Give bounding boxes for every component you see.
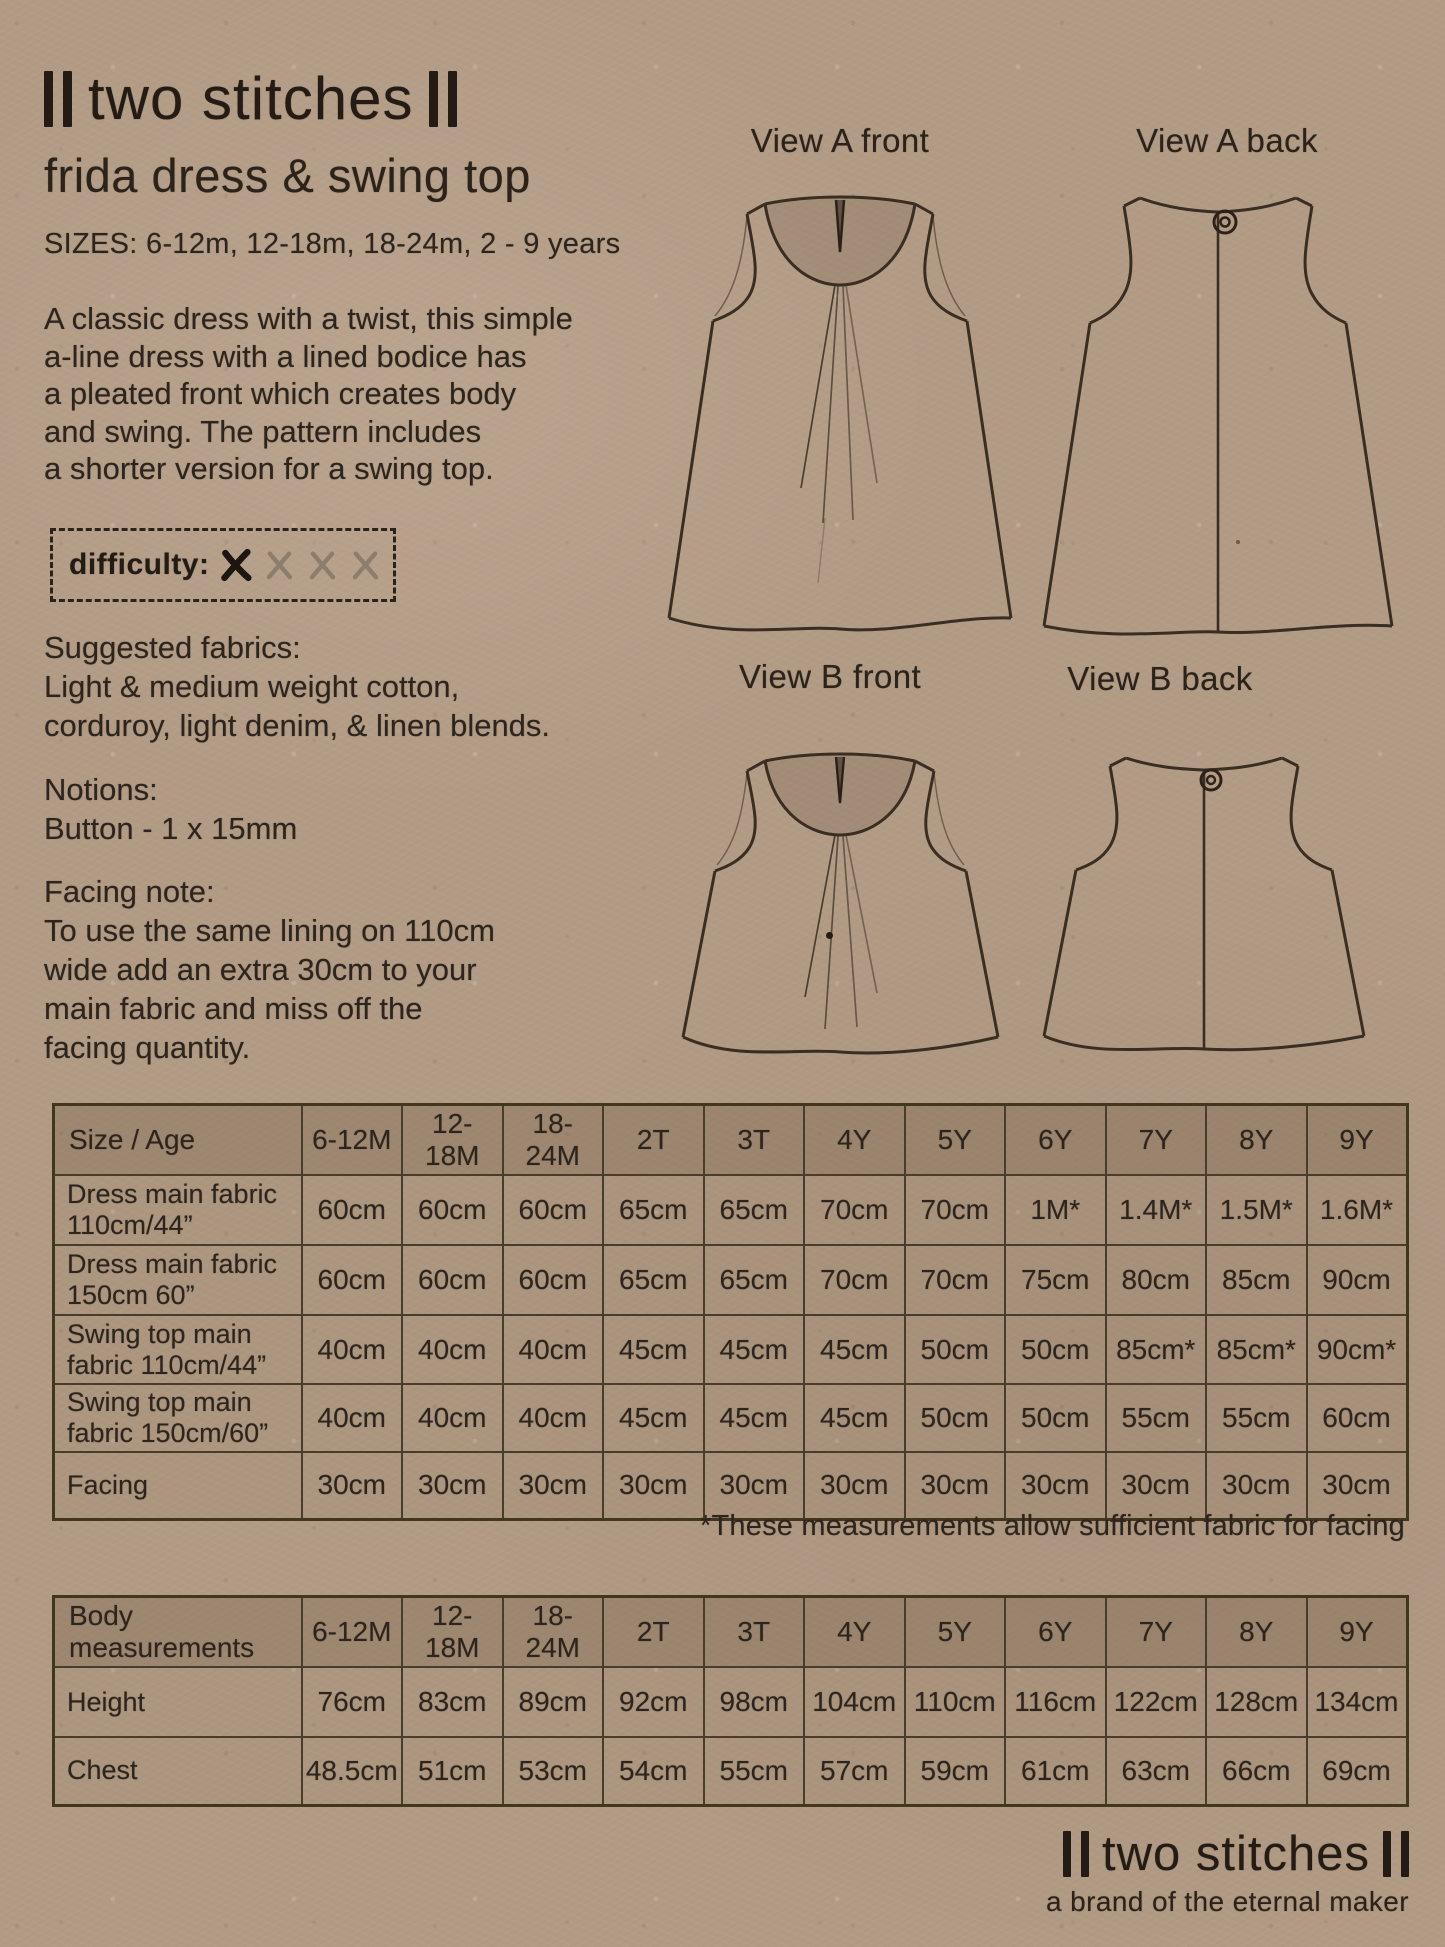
pattern-title: frida dress & swing top [44,149,531,202]
value-cell: 61cm [1005,1737,1106,1805]
value-cell: 45cm [704,1384,805,1452]
value-cell: 59cm [905,1737,1006,1805]
value-cell: 83cm [402,1667,503,1737]
value-cell: 53cm [503,1737,604,1805]
value-cell: 40cm [503,1315,604,1384]
table-row [54,1452,1408,1519]
value-cell: 45cm [804,1384,905,1452]
description-line: a-line dress with a lined bodice has [44,338,527,374]
difficulty-x-filled-icon [218,545,255,585]
value-cell: 50cm [1005,1384,1106,1452]
facing-note-line: wide add an extra 30cm to your [44,952,477,987]
value-cell: 65cm [603,1245,704,1315]
row-label-cell: Dress main fabric 150cm 60” [54,1245,302,1315]
fabric-requirements-table [52,1103,1409,1521]
value-cell: 50cm [905,1384,1006,1452]
value-cell: 70cm [905,1175,1006,1245]
value-cell: 30cm [1005,1452,1106,1519]
facing-note-line: To use the same lining on 110cm [44,913,495,948]
row-label-cell: Swing top main fabric 150cm/60” [54,1384,302,1452]
value-cell: 54cm [603,1737,704,1805]
value-cell: 70cm [905,1245,1006,1315]
value-cell: 48.5cm [302,1737,403,1805]
header-cell: 8Y [1206,1105,1307,1176]
row-label-cell: Height [54,1667,302,1737]
body-measurements-table [52,1595,1409,1807]
row-label-cell: Swing top main fabric 110cm/44” [54,1315,302,1384]
header-cell: 8Y [1206,1597,1307,1668]
table-row [54,1384,1408,1452]
pattern-description [44,300,573,488]
view-b-front-label: View B front [738,658,922,695]
value-cell: 110cm [905,1667,1006,1737]
table-row [54,1175,1408,1245]
value-cell: 85cm* [1206,1315,1307,1384]
value-cell: 76cm [302,1667,403,1737]
footer-tagline: a brand of the eternal maker [1046,1886,1409,1917]
header-cell: 4Y [804,1105,905,1176]
value-cell: 85cm [1206,1245,1307,1315]
value-cell: 66cm [1206,1737,1307,1805]
sizes-line: SIZES: 6-12m, 12-18m, 18-24m, 2 - 9 years [44,228,621,260]
value-cell: 80cm [1106,1245,1207,1315]
value-cell: 30cm [804,1452,905,1519]
value-cell: 45cm [603,1384,704,1452]
header-cell: 5Y [905,1597,1006,1668]
facing-note-heading: Facing note: [44,874,215,909]
description-line: a shorter version for a swing top. [44,451,494,486]
value-cell: 45cm [804,1315,905,1384]
value-cell: 70cm [804,1245,905,1315]
header-cell: 18-24M [503,1597,604,1668]
header-cell: 6Y [1005,1105,1106,1176]
header-cell: 2T [603,1105,704,1176]
footer-logo [1046,1826,1409,1882]
header-cell: 7Y [1106,1105,1207,1176]
footer-brand-name: two stitches [1102,1827,1370,1881]
value-cell: 70cm [804,1175,905,1245]
suggested-fabrics-line: Light & medium weight cotton, [44,669,460,704]
header-cell: Size / Age [54,1105,302,1176]
difficulty-x-empty-icon [262,546,297,584]
value-cell: 1.6M* [1307,1175,1408,1245]
table-row [54,1667,1408,1737]
table-footnote: *These measurements allow sufficient fabric for facing [700,1510,1405,1542]
suggested-fabrics-heading: Suggested fabrics: [44,630,301,665]
notions-section [44,770,297,848]
row-label-cell: Dress main fabric 110cm/44” [54,1175,302,1245]
value-cell: 30cm [503,1452,604,1519]
header-cell: 6Y [1005,1597,1106,1668]
value-cell: 60cm [302,1245,403,1315]
value-cell: 89cm [503,1667,604,1737]
paper-speck [826,932,833,939]
header-cell: 9Y [1307,1597,1408,1668]
value-cell: 45cm [603,1315,704,1384]
suggested-fabrics-line: corduroy, light denim, & linen blends. [44,708,551,743]
value-cell: 40cm [503,1384,604,1452]
value-cell: 60cm [1307,1384,1408,1452]
difficulty-x-empty-icon [305,546,340,584]
value-cell: 75cm [1005,1245,1106,1315]
value-cell: 30cm [603,1452,704,1519]
value-cell: 92cm [603,1667,704,1737]
description-line: A classic dress with a twist, this simple [44,301,573,336]
header-cell: 4Y [804,1597,905,1668]
value-cell: 40cm [402,1315,503,1384]
value-cell: 65cm [603,1175,704,1245]
value-cell: 30cm [1106,1452,1207,1519]
view-a-back-label: View A back [1136,122,1318,159]
difficulty-x-empty-icon [348,546,383,584]
value-cell: 40cm [302,1384,403,1452]
value-cell: 55cm [1206,1384,1307,1452]
header-cell: 18-24M [503,1105,604,1176]
header-cell: 7Y [1106,1597,1207,1668]
value-cell: 90cm [1307,1245,1408,1315]
value-cell: 40cm [402,1384,503,1452]
header-cell: 12-18M [402,1597,503,1668]
value-cell: 85cm* [1106,1315,1207,1384]
notions-line: Button - 1 x 15mm [44,811,298,846]
facing-note-section [44,872,495,1067]
header-cell: 2T [603,1597,704,1668]
row-label-cell: Chest [54,1737,302,1805]
row-label-cell: Facing [54,1452,302,1519]
value-cell: 55cm [704,1737,805,1805]
facing-note-line: main fabric and miss off the [44,991,423,1026]
facing-note-line: facing quantity. [44,1030,251,1065]
notions-heading: Notions: [44,772,158,807]
value-cell: 45cm [704,1315,805,1384]
value-cell: 30cm [302,1452,403,1519]
value-cell: 50cm [1005,1315,1106,1384]
description-line: a pleated front which creates body [44,376,517,411]
table-header-row [54,1597,1408,1668]
logo-bars-icon [44,71,72,127]
logo-bars-icon [429,71,457,127]
value-cell: 60cm [503,1245,604,1315]
view-a-front-label: View A front [750,122,930,159]
table-row [54,1315,1408,1384]
description-line: and swing. The pattern includes [44,413,482,449]
header-cell: 3T [704,1105,805,1176]
value-cell: 134cm [1307,1667,1408,1737]
value-cell: 90cm* [1307,1315,1408,1384]
value-cell: 30cm [1307,1452,1408,1519]
value-cell: 1.5M* [1206,1175,1307,1245]
value-cell: 51cm [402,1737,503,1805]
header-cell: 6-12M [302,1597,403,1668]
view-b-front-illustration [663,745,1018,1075]
header-cell: 3T [704,1597,805,1668]
logo-bars-icon [1383,1831,1409,1877]
header-cell: 9Y [1307,1105,1408,1176]
header-cell: 5Y [905,1105,1006,1176]
value-cell: 30cm [402,1452,503,1519]
value-cell: 60cm [402,1245,503,1315]
table-row [54,1245,1408,1315]
paper-speck [1236,540,1240,544]
value-cell: 60cm [302,1175,403,1245]
value-cell: 30cm [1206,1452,1307,1519]
view-a-front-illustration [655,188,1025,648]
view-a-back-illustration [1028,178,1408,660]
value-cell: 60cm [402,1175,503,1245]
value-cell: 1M* [1005,1175,1106,1245]
suggested-fabrics-section [44,628,550,745]
footer-brand [1046,1826,1409,1918]
value-cell: 65cm [704,1245,805,1315]
value-cell: 63cm [1106,1737,1207,1805]
view-b-back-illustration [1018,740,1390,1075]
value-cell: 116cm [1005,1667,1106,1737]
value-cell: 30cm [704,1452,805,1519]
value-cell: 65cm [704,1175,805,1245]
value-cell: 104cm [804,1667,905,1737]
value-cell: 50cm [905,1315,1006,1384]
value-cell: 40cm [302,1315,403,1384]
value-cell: 98cm [704,1667,805,1737]
value-cell: 60cm [503,1175,604,1245]
table-row [54,1737,1408,1805]
logo-bars-icon [1063,1831,1089,1877]
header-cell: 12-18M [402,1105,503,1176]
value-cell: 122cm [1106,1667,1207,1737]
header-cell: Body measurements [54,1597,302,1668]
header-cell: 6-12M [302,1105,403,1176]
difficulty-rating-box [50,528,396,602]
value-cell: 30cm [905,1452,1006,1519]
view-b-back-label: View B back [1067,660,1253,697]
value-cell: 57cm [804,1737,905,1805]
brand-name: two stitches [88,65,414,132]
value-cell: 55cm [1106,1384,1207,1452]
difficulty-label: difficulty: [69,548,210,581]
value-cell: 69cm [1307,1737,1408,1805]
value-cell: 128cm [1206,1667,1307,1737]
value-cell: 1.4M* [1106,1175,1207,1245]
brand-logo [44,64,457,133]
table-header-row [54,1105,1408,1176]
